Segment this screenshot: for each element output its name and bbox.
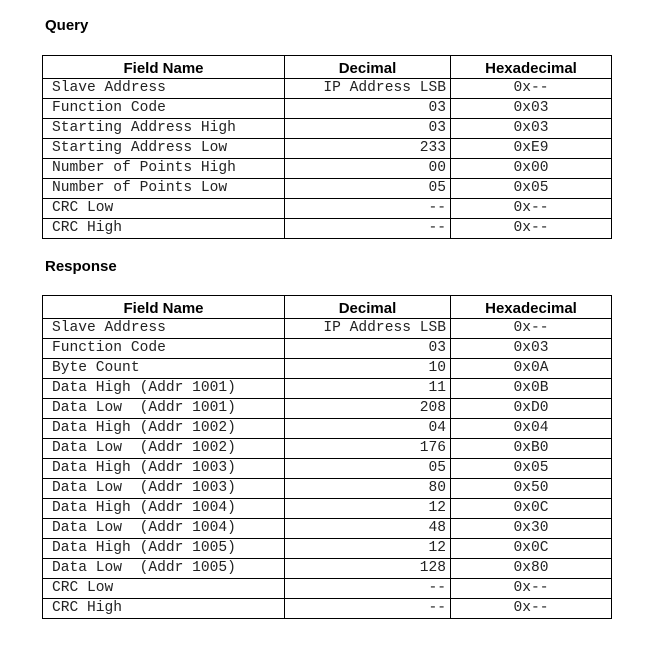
query-title: Query (45, 17, 89, 34)
cell-hexadecimal: 0x05 (451, 179, 612, 199)
table-row (43, 479, 612, 499)
table-row (43, 419, 612, 439)
table-row (43, 319, 612, 339)
cell-field-name: Data High (Addr 1002) (43, 419, 285, 439)
cell-hexadecimal: 0x03 (451, 339, 612, 359)
cell-field-name: Data Low (Addr 1003) (43, 479, 285, 499)
cell-field-name: Number of Points Low (43, 179, 285, 199)
table-row (43, 519, 612, 539)
cell-decimal: 03 (285, 119, 451, 139)
table-row (43, 499, 612, 519)
header-hexadecimal: Hexadecimal (451, 56, 612, 79)
cell-hexadecimal: 0x0C (451, 499, 612, 519)
cell-decimal: 05 (285, 179, 451, 199)
header-field-name: Field Name (43, 56, 285, 79)
cell-field-name: Function Code (43, 99, 285, 119)
cell-field-name: CRC High (43, 599, 285, 619)
cell-hexadecimal: 0x-- (451, 79, 612, 99)
cell-hexadecimal: 0x03 (451, 99, 612, 119)
header-hexadecimal: Hexadecimal (451, 296, 612, 319)
table-row (43, 159, 612, 179)
cell-hexadecimal: 0x50 (451, 479, 612, 499)
cell-hexadecimal: 0x05 (451, 459, 612, 479)
cell-decimal: 00 (285, 159, 451, 179)
cell-decimal: 03 (285, 339, 451, 359)
cell-decimal: 176 (285, 439, 451, 459)
table-row (43, 179, 612, 199)
cell-decimal: 11 (285, 379, 451, 399)
table-row (43, 79, 612, 99)
table-row (43, 459, 612, 479)
cell-field-name: Data High (Addr 1003) (43, 459, 285, 479)
cell-decimal: IP Address LSB (285, 319, 451, 339)
cell-decimal: 12 (285, 539, 451, 559)
cell-decimal: 80 (285, 479, 451, 499)
cell-hexadecimal: 0x-- (451, 219, 612, 239)
cell-decimal: -- (285, 579, 451, 599)
header-decimal: Decimal (285, 296, 451, 319)
cell-decimal: 10 (285, 359, 451, 379)
cell-decimal: 04 (285, 419, 451, 439)
table-row (43, 199, 612, 219)
response-title: Response (45, 258, 117, 275)
cell-decimal: 12 (285, 499, 451, 519)
table-row (43, 559, 612, 579)
cell-hexadecimal: 0x0A (451, 359, 612, 379)
table-row (43, 579, 612, 599)
table-row (43, 379, 612, 399)
table-row (43, 339, 612, 359)
cell-field-name: Starting Address High (43, 119, 285, 139)
cell-hexadecimal: 0x30 (451, 519, 612, 539)
cell-field-name: Slave Address (43, 319, 285, 339)
cell-decimal: 03 (285, 99, 451, 119)
cell-hexadecimal: 0x0C (451, 539, 612, 559)
response-table (42, 295, 612, 619)
cell-hexadecimal: 0x-- (451, 319, 612, 339)
cell-decimal: 128 (285, 559, 451, 579)
cell-hexadecimal: 0xD0 (451, 399, 612, 419)
cell-field-name: Slave Address (43, 79, 285, 99)
table-row (43, 539, 612, 559)
cell-field-name: Starting Address Low (43, 139, 285, 159)
header-row (43, 56, 612, 79)
cell-field-name: CRC Low (43, 199, 285, 219)
query-table (42, 55, 612, 239)
cell-field-name: Data High (Addr 1004) (43, 499, 285, 519)
cell-field-name: Data High (Addr 1001) (43, 379, 285, 399)
cell-field-name: Data Low (Addr 1005) (43, 559, 285, 579)
cell-hexadecimal: 0xE9 (451, 139, 612, 159)
header-row (43, 296, 612, 319)
cell-hexadecimal: 0xB0 (451, 439, 612, 459)
header-decimal: Decimal (285, 56, 451, 79)
cell-field-name: Byte Count (43, 359, 285, 379)
cell-hexadecimal: 0x03 (451, 119, 612, 139)
cell-field-name: Number of Points High (43, 159, 285, 179)
table-row (43, 139, 612, 159)
table-row (43, 359, 612, 379)
cell-hexadecimal: 0x0B (451, 379, 612, 399)
cell-field-name: CRC High (43, 219, 285, 239)
cell-hexadecimal: 0x-- (451, 579, 612, 599)
table-row (43, 599, 612, 619)
cell-decimal: 208 (285, 399, 451, 419)
cell-field-name: Data Low (Addr 1001) (43, 399, 285, 419)
table-row (43, 119, 612, 139)
table-row (43, 399, 612, 419)
header-field-name: Field Name (43, 296, 285, 319)
cell-field-name: CRC Low (43, 579, 285, 599)
cell-hexadecimal: 0x-- (451, 599, 612, 619)
cell-field-name: Data Low (Addr 1002) (43, 439, 285, 459)
cell-decimal: -- (285, 219, 451, 239)
cell-decimal: -- (285, 599, 451, 619)
cell-decimal: IP Address LSB (285, 79, 451, 99)
cell-hexadecimal: 0x00 (451, 159, 612, 179)
cell-decimal: 48 (285, 519, 451, 539)
table-row (43, 439, 612, 459)
cell-hexadecimal: 0x04 (451, 419, 612, 439)
cell-field-name: Data High (Addr 1005) (43, 539, 285, 559)
cell-hexadecimal: 0x-- (451, 199, 612, 219)
cell-field-name: Data Low (Addr 1004) (43, 519, 285, 539)
table-row (43, 219, 612, 239)
cell-hexadecimal: 0x80 (451, 559, 612, 579)
cell-decimal: 233 (285, 139, 451, 159)
cell-field-name: Function Code (43, 339, 285, 359)
cell-decimal: -- (285, 199, 451, 219)
table-row (43, 99, 612, 119)
cell-decimal: 05 (285, 459, 451, 479)
